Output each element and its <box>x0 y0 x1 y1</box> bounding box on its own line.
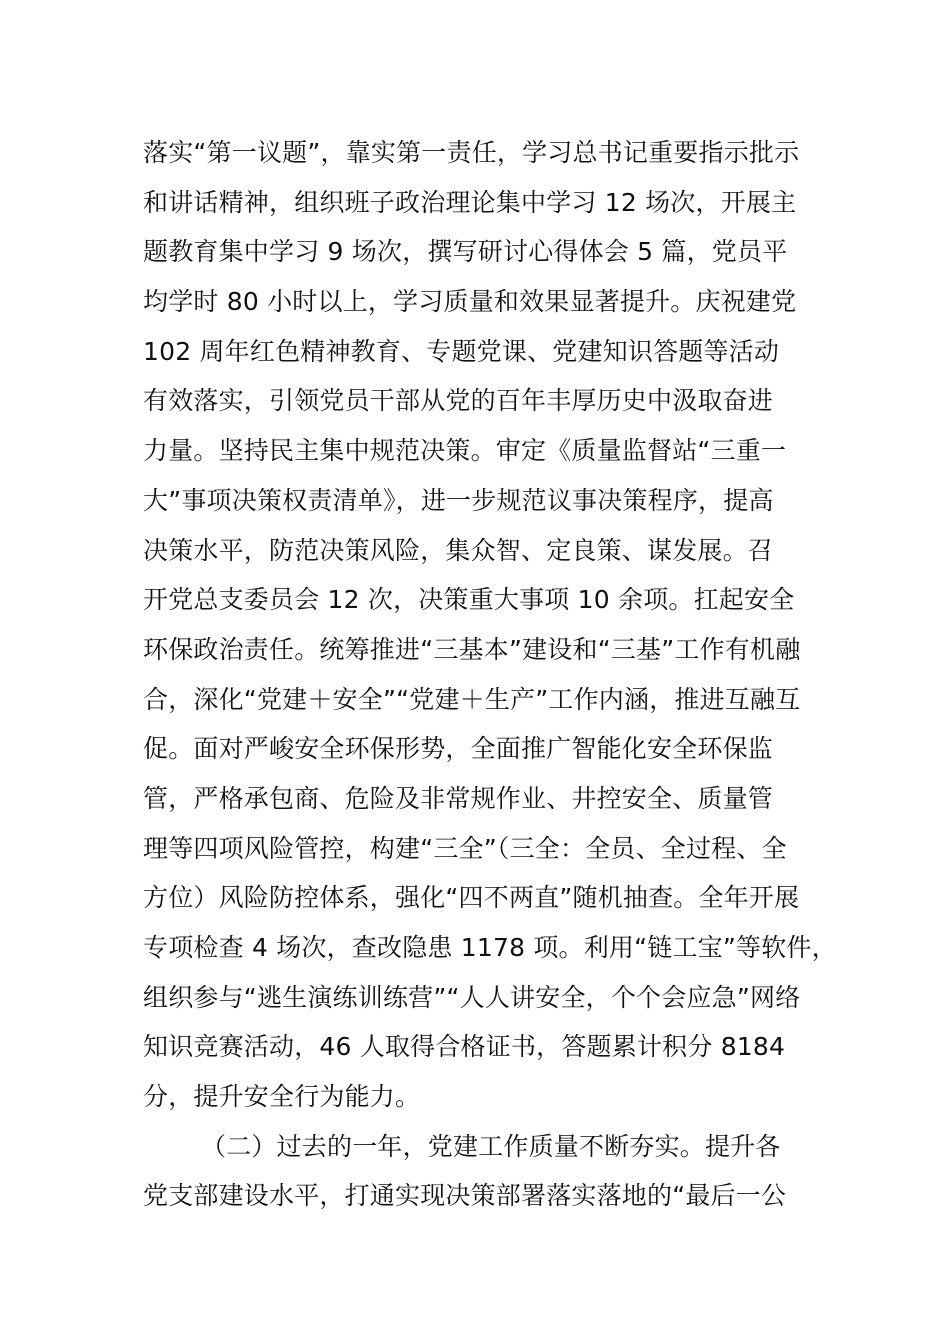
text-line: 知识竞赛活动，46 人取得合格证书，答题累计积分 8184 <box>143 1032 786 1062</box>
text-line: 管，严格承包商、危险及非常规作业、井控安全、质量管 <box>143 783 774 813</box>
body-text <box>143 128 843 1221</box>
text-line: 方位）风险防控体系，强化“四不两直”随机抽查。全年开展 <box>143 883 800 913</box>
text-line: 决策水平，防范决策风险，集众智、定良策、谋发展。召 <box>143 535 774 565</box>
text-line: 环保政治责任。统筹推进“三基本”建设和“三基”工作有机融 <box>143 634 801 664</box>
text-line: 和讲话精神，组织班子政治理论集中学习 12 场次，开展主 <box>143 187 797 217</box>
text-line: 力量。坚持民主集中规范决策。审定《质量监督站“三重一 <box>143 436 787 466</box>
text-line: 分，提升安全行为能力。 <box>143 1082 421 1112</box>
text-line: 102 周年红色精神教育、专题党课、党建知识答题等活动 <box>143 336 780 366</box>
text-line: 理等四项风险管控，构建“三全”（三全：全员、全过程、全 <box>143 833 787 863</box>
paragraph-first-line: （二）过去的一年，党建工作质量不断夯实。提升各 <box>201 1131 781 1161</box>
text-line: 促。面对严峻安全环保形势，全面推广智能化安全环保监 <box>143 734 774 764</box>
text-line: 组织参与“逃生演练训练营”“人人讲安全，个个会应急”网络 <box>143 982 801 1012</box>
text-line: 开党总支委员会 12 次，决策重大事项 10 余项。扛起安全 <box>143 585 795 615</box>
text-line: 有效落实，引领党员干部从党的百年丰厚历史中汲取奋进 <box>143 386 774 416</box>
text-line: 落实“第一议题”，靠实第一责任，学习总书记重要指示批示 <box>143 138 800 167</box>
text-line: 题教育集中学习 9 场次，撰写研讨心得体会 5 篇，党员平 <box>143 237 788 267</box>
text-line: 均学时 80 小时以上，学习质量和效果显著提升。庆祝建党 <box>143 287 797 317</box>
text-line: 大”事项决策权责清单》，进一步规范议事决策程序，提高 <box>143 485 774 515</box>
text-line: 合，深化“党建＋安全”“党建＋生产”工作内涵，推进互融互 <box>143 684 801 714</box>
text-line: 专项检查 4 场次，查改隐患 1178 项。利用“链工宝”等软件， <box>143 933 837 962</box>
text-line: 党支部建设水平，打通实现决策部署落实落地的“最后一公 <box>143 1181 787 1211</box>
